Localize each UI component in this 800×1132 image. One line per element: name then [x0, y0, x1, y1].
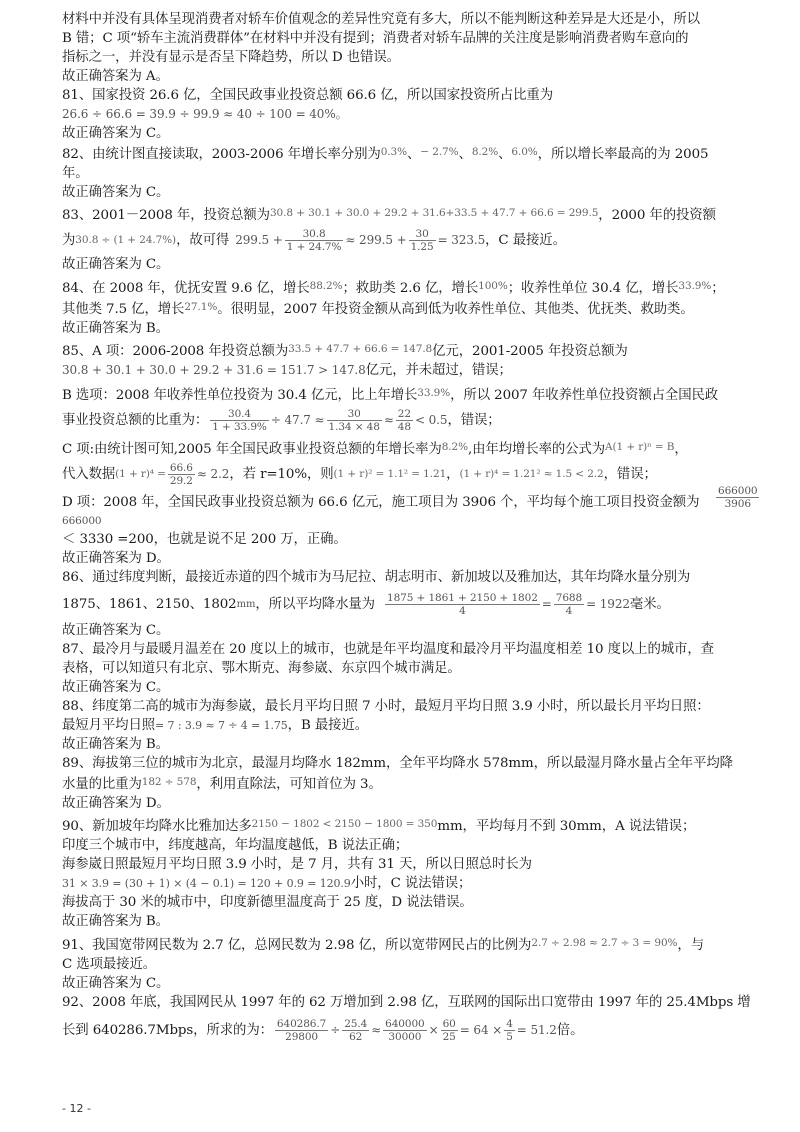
math: 27.1% [184, 301, 218, 313]
question-82 [62, 143, 752, 164]
numerator: 60 [442, 1017, 456, 1030]
text: ，故可得 [176, 232, 230, 248]
math: 2.7 ÷ 2.98 ≈ 2.7 ÷ 3 = 90% [531, 937, 678, 949]
math: 30.8 + 30.1 + 30.0 + 29.2 + 31.6+33.5 + 47.7 + 66.6 = 299.5 [269, 207, 599, 219]
math: 33.5 + 47.7 + 66.6 = 147.8 [288, 343, 433, 355]
denominator: 62 [349, 1030, 363, 1043]
formula-line [62, 459, 752, 489]
math: 8.2% [471, 146, 499, 158]
math: 182 ÷ 578 [141, 776, 197, 788]
math: 8.2% [441, 441, 468, 453]
math: 33.9% [678, 280, 712, 292]
question-88: 88、纬度第二高的城市为海参崴，最长月平均日照 7 小时，最短月平均日照 3.9 小时，所以最长月平均日照： [62, 699, 710, 714]
denominator: 29.2 [169, 474, 193, 487]
numerator: 30.8 [285, 228, 344, 241]
text: ，利用直除法，可知首位为 3。 [196, 777, 382, 792]
denominator: 25 [442, 1030, 456, 1043]
fraction [396, 408, 413, 433]
numerator: 7688 [555, 591, 583, 604]
math: ÷ 47.7 ≈ [270, 412, 325, 427]
document-body [62, 10, 758, 1048]
fraction [342, 1018, 369, 1043]
math: (1 + r)⁴ = 1.21² ≈ 1.5 < 2.2 [459, 467, 604, 480]
math: < 0.5 [414, 412, 448, 427]
math: ≈ [383, 412, 394, 427]
answer-line: 故正确答案为 C。 [62, 680, 170, 695]
question-91 [62, 934, 752, 955]
text: ；救助类 2.6 亿，增长 [342, 281, 479, 296]
text: 为 [62, 232, 76, 248]
text-line [62, 384, 752, 405]
numerator: 4 [506, 1017, 513, 1030]
question-81: 81、国家投资 26.6 亿，全国民政事业投资总额 66.6 亿，所以国家投资所占比重为 [62, 88, 554, 103]
text: 亿元，并未超过，错误； [365, 363, 512, 378]
text: 长到 640286.7Mbps，所求的为： [62, 1022, 273, 1038]
text-line: 表格，可以知道只有北京、鄂木斯克、海参崴、东京四个城市满足。 [62, 661, 461, 676]
fraction [285, 228, 344, 253]
text: 最短月平均日照 [62, 718, 156, 733]
math: = 323.5 [437, 232, 486, 247]
text: C 项:由统计图可知,2005 年全国民政事业投资总额的年增长率为 [62, 442, 442, 457]
math: ÷ [330, 1022, 341, 1037]
math: 33.9% [417, 387, 451, 399]
math: = 7 : 3.9 ≈ 7 ÷ 4 = 1.75 [155, 719, 288, 732]
fraction [275, 1018, 328, 1043]
text-line: C 选项最接近。 [62, 957, 157, 972]
math: − 2.7% [420, 146, 459, 158]
answer-line: 故正确答案为 B。 [62, 321, 169, 336]
text: mm，平均每月不到 30mm，A 说法错误； [437, 819, 696, 834]
denominator: 3906 [724, 498, 751, 510]
denominator: 5 [506, 1030, 513, 1043]
math: 31 × 3.9 = (30 + 1) × (4 − 0.1) = 120 + 0.9 = 120.9 [62, 877, 351, 890]
text: ； [711, 281, 725, 296]
math: A(1 + r)ⁿ = B [605, 441, 675, 453]
unit: mm [236, 598, 256, 610]
formula-line [62, 105, 752, 124]
math: × [428, 1022, 439, 1037]
answer-line: 故正确答案为 B。 [62, 737, 169, 752]
text-line [62, 773, 752, 794]
text: 、 [498, 147, 512, 162]
text: ，错误； [603, 466, 657, 482]
math: 30.8 + 30.1 + 30.0 + 29.2 + 31.6 = 151.7 > 147.8 [62, 363, 366, 377]
page-number: - 12 - [62, 1102, 91, 1115]
math: 26.6 ÷ 66.6 = 39.9 ÷ 99.9 ≈ 40 ÷ 100 = 40%。 [62, 107, 348, 121]
math: (1 + r)⁴ = [115, 467, 166, 480]
numerator: 1875 + 1861 + 2150 + 1802 [386, 591, 538, 604]
answer-line: 故正确答案为 D。 [62, 551, 170, 566]
text: 、 [407, 147, 421, 162]
text-line [62, 716, 752, 735]
question-92: 92、2008 年底，我国网民从 1997 年的 62 万增加到 2.98 亿，互联网的国际出口宽带由 1997 年的 25.4Mbps 增 [62, 995, 751, 1010]
text: 水量的比重为 [62, 777, 142, 792]
text: ，与 [677, 938, 704, 953]
numerator: 30.4 [210, 408, 269, 421]
denominator: 4 [459, 604, 466, 617]
math: 299.5 + [235, 232, 283, 247]
text: 84、在 2008 年，优抚安置 9.6 亿，增长 [62, 281, 310, 296]
fraction [168, 462, 195, 487]
text-line [62, 361, 752, 380]
fraction [385, 592, 540, 617]
denominator: 48 [397, 420, 411, 433]
numerator: 640286.7 [276, 1017, 327, 1030]
answer-line: 故正确答案为 C。 [62, 257, 170, 272]
answer-line: 故正确答案为 D。 [62, 796, 170, 811]
math: = 64 × [459, 1022, 503, 1037]
denominator: 4 [565, 604, 573, 617]
text: ，所以 2007 年收养性单位投资额占全国民政 [450, 388, 719, 403]
math: 0.3% [380, 146, 407, 158]
math: 100% [478, 280, 508, 292]
text: 1875、1861、2150、1802 [62, 596, 237, 612]
answer-line: 故正确答案为 C。 [62, 623, 170, 638]
math: 30.8 ÷ (1 + 24.7%) [75, 233, 177, 246]
text-line: 指标之一，并没有显示是否呈下降趋势，所以 D 也错误。 [62, 50, 400, 65]
denominator: 1.25 [410, 240, 434, 253]
text: ， [446, 466, 460, 482]
text: 、 [458, 147, 472, 162]
text-line [62, 298, 752, 319]
text: 代入数据 [62, 466, 116, 482]
math: (1 + r)² = 1.1² = 1.21 [333, 467, 447, 480]
text: D 项：2008 年，全国民政事业投资总额为 66.6 亿元，施工项目为 3906 个，平均每个施工项目投资金额为 [62, 495, 700, 510]
question-90 [62, 815, 752, 836]
math: = 51.2 [516, 1022, 557, 1037]
math: 88.2% [309, 280, 343, 292]
text: 其他类 7.5 亿，增长 [62, 302, 185, 317]
numerator: 30 [409, 228, 436, 241]
fraction [441, 1018, 458, 1043]
text-line: 印度三个城市中，纬度越高，年均温度越低，B 说法正确； [62, 838, 409, 853]
text-line [62, 438, 752, 459]
question-83 [62, 204, 752, 225]
math: ≈ 299.5 + [345, 232, 407, 247]
answer-line: 故正确答案为 C。 [62, 976, 170, 991]
formula-line [62, 225, 752, 255]
text-line: 材料中并没有具体呈现消费者对轿车价值观念的差异性究竟有多大，所以不能判断这种差异是大还是小，所以 [62, 12, 700, 27]
math: = [541, 596, 552, 611]
math: 666000 [62, 515, 102, 527]
text: ，所以增长率最高的为 2005 [537, 147, 709, 162]
denominator: 1 + 33.9% [212, 420, 267, 433]
formula-line [62, 405, 752, 435]
fraction [210, 408, 269, 433]
fraction [383, 1018, 426, 1043]
answer-line: 故正确答案为 A。 [62, 69, 169, 84]
text-line: B 错；C 项“轿车主流消费群体”在材料中并没有提到；消费者对轿车品牌的关注度是影响消费者购车意向的 [62, 31, 689, 46]
denominator: 30000 [388, 1030, 422, 1043]
answer-line: 故正确答案为 C。 [62, 126, 170, 141]
text: ，若 r=10%，则 [229, 466, 334, 482]
text: ,由年均增长率的公式为 [467, 442, 606, 457]
fraction [716, 485, 759, 510]
question-86: 86、通过纬度判断，最接近赤道的四个城市为马尼拉、胡志明市、新加坡以及雅加达，其年均降水量分别为 [62, 570, 691, 585]
text: 91、我国宽带网民数为 2.7 亿，总网民数为 2.98 亿，所以宽带网民占的比例为 [62, 938, 532, 953]
answer-line: 故正确答案为 C。 [62, 185, 170, 200]
text: 小时，C 说法错误； [350, 876, 472, 891]
text: ，2000 年的投资额 [598, 208, 716, 223]
text: ；收养性单位 30.4 亿，增长 [507, 281, 679, 296]
formula-line [62, 874, 752, 893]
text-line [62, 485, 758, 512]
question-84 [62, 277, 752, 298]
numerator: 30 [327, 408, 382, 421]
fraction [554, 592, 584, 617]
text: ，C 最接近。 [485, 232, 566, 248]
fraction [409, 228, 436, 253]
numerator: 25.4 [344, 1017, 368, 1030]
numerator: 66.6 [169, 461, 193, 474]
text-line: 海拔高于 30 米的城市中，印度新德里温度高于 25 度，D 说法错误。 [62, 895, 473, 910]
math: ≈ [371, 1022, 382, 1037]
formula-line [62, 587, 752, 621]
text: 。很明显，2007 年投资金额从高到低为收养性单位、其他类、优抚类、救助类。 [217, 302, 694, 317]
math: ≈ 2.2 [196, 466, 230, 481]
text: 82、由统计图直接读取，2003-2006 年增长率分别为 [62, 147, 381, 162]
text: ， [674, 442, 688, 457]
denominator: 29800 [285, 1030, 319, 1043]
text: 亿元，2001-2005 年投资总额为 [432, 344, 628, 359]
text-line: ＜ 3330 =200，也就是说不足 200 万，正确。 [62, 532, 347, 547]
denominator: 1.34 × 48 [328, 420, 380, 433]
text: ，所以平均降水量为 [255, 596, 375, 612]
denominator: 1 + 24.7% [286, 240, 342, 253]
text: 90、新加坡年均降水比雅加达多 [62, 819, 252, 834]
formula-line [62, 512, 752, 530]
fraction [327, 408, 382, 433]
fraction [504, 1018, 515, 1043]
text-line: 海参崴日照最短月平均日照 3.9 小时，是 7 月，共有 31 天，所以日照总时长为 [62, 857, 532, 872]
math: = 1922 [586, 596, 630, 611]
text: 毫米。 [629, 596, 670, 612]
text: 85、A 项：2006-2008 年投资总额为 [62, 344, 289, 359]
text: ，错误； [447, 412, 501, 428]
answer-line: 故正确答案为 B。 [62, 914, 169, 929]
question-85 [62, 340, 752, 361]
question-87: 87、最冷月与最暖月温差在 20 度以上的城市，也就是年平均温度和最冷月平均温度相差 10 度以上的城市，查 [62, 642, 714, 657]
text: 倍。 [556, 1022, 584, 1038]
numerator: 666000 [718, 485, 758, 497]
math: 2150 − 1802 < 2150 − 1800 = 350 [251, 818, 438, 830]
formula-line [62, 1012, 752, 1048]
text: 83、2001－2008 年，投资总额为 [62, 208, 270, 223]
text: B 选项：2008 年收养性单位投资为 30.4 亿元，比上年增长 [62, 388, 418, 403]
text: 事业投资总额的比重为： [62, 412, 209, 428]
numerator: 22 [397, 407, 411, 420]
numerator: 640000 [385, 1017, 425, 1030]
question-89: 89、海拔第三位的城市为北京，最湿月均降水 182mm，全年平均降水 578mm，所以最湿月降水量占全年平均降 [62, 756, 733, 771]
text: ，B 最接近。 [287, 718, 369, 733]
math: 6.0% [511, 146, 538, 158]
text-line: 年。 [62, 166, 89, 181]
